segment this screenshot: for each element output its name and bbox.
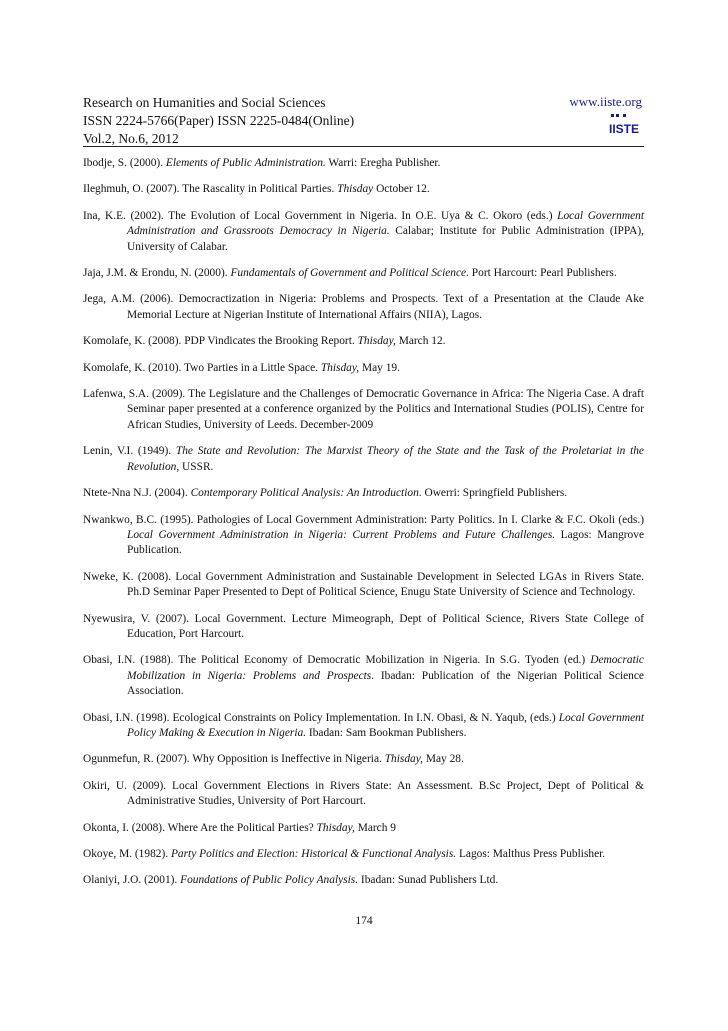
reference-text: Komolafe, K. (2008). PDP Vindicates the Brooking Report.	[83, 335, 358, 348]
reference-entry	[83, 444, 644, 475]
reference-italic-title: Thisday,	[384, 753, 423, 766]
reference-text: Obasi, I.N. (1988). The Political Economy of Democratic Mobilization in Nigeria. In S.G. Tyoden (ed.)	[83, 654, 591, 667]
reference-entry	[83, 486, 644, 501]
reference-text: Nweke, K. (2008). Local Government Administration and Sustainable Development in Selected LGAs in Rivers State. Ph.D Seminar Paper Presented to Dept of Political Science, Enugu State University of Science and Technology.	[83, 570, 644, 599]
reference-text: Jega, A.M. (2006). Democractization in Nigeria: Problems and Prospects. Text of a Presentation at the Claude Ake Memorial Lecture at Nigerian Institute of International Affairs (NIIA), Lagos.	[83, 293, 644, 321]
reference-publisher: Calabar; Institute for Public Administration (IPPA), University of Calabar.	[127, 225, 645, 253]
reference-entry	[83, 779, 644, 810]
reference-entry	[83, 209, 644, 255]
reference-text: Nyewusira, V. (2007). Local Government. Lecture Mimeograph, Dept of Political Science, Rivers State College of Education, Port Harcourt.	[83, 612, 644, 640]
reference-italic-title: Contemporary Political Analysis: An Introduction	[190, 487, 419, 500]
reference-text: Ogunmefun, R. (2007). Why Opposition is Ineffective in Nigeria.	[83, 753, 385, 766]
reference-italic-title: Party Politics and Election: Historical & Functional Analysis.	[170, 848, 457, 860]
issn-line: ISSN 2224-5766(Paper) ISSN 2225-0484(Online)	[83, 113, 355, 128]
reference-publisher: Warri: Eregha Publisher.	[325, 157, 441, 169]
reference-text: Olaniyi, J.O. (2001).	[83, 874, 181, 887]
reference-publisher: March 12.	[395, 335, 446, 348]
reference-publisher: Port Harcourt: Pearl Publishers.	[468, 267, 617, 280]
reference-italic-title: Fundamentals of Government and Political Science.	[230, 267, 469, 280]
reference-publisher: Ibadan: Sam Bookman Publishers.	[306, 726, 467, 739]
reference-entry	[83, 752, 644, 767]
reference-entry	[83, 653, 644, 699]
reference-entry	[83, 612, 644, 643]
iiste-logo-icon	[608, 114, 642, 136]
reference-publisher: . Ibadan: Publication of the Nigerian Political Science Association.	[127, 669, 644, 698]
reference-italic-title: Thisday	[337, 183, 374, 196]
reference-italic-title: Local Government Administration in Nigeria: Current Problems and Future Challenges.	[127, 528, 556, 541]
reference-entry	[83, 570, 644, 601]
reference-text: Lenin, V.I. (1949).	[83, 445, 176, 458]
reference-italic-title: Democratic Mobilization in Nigeria: Problems and Prospects	[127, 654, 644, 682]
reference-italic-title: Thisday,	[357, 335, 396, 348]
header-rule	[83, 146, 644, 147]
reference-italic-title: The State and Revolution: The Marxist Theory of the State and the Task of the Proletariat in the Revolution,	[127, 445, 644, 473]
reference-publisher: May 19.	[359, 361, 400, 374]
reference-italic-title: Thisday,	[320, 361, 360, 374]
volume-line: Vol.2, No.6, 2012	[83, 131, 179, 146]
reference-text: Ileghmuh, O. (2007). The Rascality in Political Parties.	[83, 183, 338, 196]
reference-list	[83, 156, 644, 900]
reference-text: Okiri, U. (2009). Local Government Elections in Rivers State: An Assessment. B.Sc Project, Dept of Political & Administrative Studies, University of Port Harcourt.	[83, 779, 644, 808]
reference-publisher: March 9	[354, 821, 396, 834]
reference-entry	[83, 361, 644, 376]
reference-text: Obasi, I.N. (1998). Ecological Constraints on Policy Implementation. In I.N. Obasi, & N. Yaqub, (eds.)	[83, 711, 559, 724]
reference-italic-title: Foundations of Public Policy Analysis.	[180, 874, 359, 887]
reference-text: Komolafe, K. (2010). Two Parties in a Little Space.	[83, 361, 321, 374]
reference-publisher: Lagos: Malthus Press Publisher.	[456, 848, 606, 860]
reference-italic-title: Thisday,	[316, 821, 355, 834]
reference-italic-title: Elements of Public Administration.	[165, 157, 326, 169]
reference-text: Okoye, M. (1982).	[83, 848, 171, 860]
reference-text: Ina, K.E. (2002). The Evolution of Local Government in Nigeria. In O.E. Uya & C. Okoro (eds.)	[83, 209, 558, 222]
reference-entry	[83, 387, 644, 433]
journal-website-link[interactable]: www.iiste.org	[569, 94, 642, 109]
reference-entry	[83, 873, 644, 888]
reference-entry	[83, 156, 644, 171]
reference-italic-title: Local Government Policy Making & Execution in Nigeria.	[127, 711, 644, 739]
reference-publisher: Lagos: Mangrove Publication.	[127, 528, 645, 557]
reference-entry	[83, 266, 644, 281]
reference-text: Ibodje, S. (2000).	[83, 157, 166, 169]
reference-text: Nwankwo, B.C. (1995). Pathologies of Local Government Administration: Party Politics. In I. Clarke & F.C. Okoli (eds.)	[83, 513, 644, 526]
page-number: 174	[355, 915, 373, 927]
reference-text: Okonta, I. (2008). Where Are the Political Parties?	[83, 821, 317, 834]
reference-entry	[83, 292, 644, 323]
logo-text: IISTE	[609, 122, 640, 136]
reference-publisher: Ibadan: Sunad Publishers Ltd.	[358, 874, 499, 887]
reference-entry	[83, 334, 644, 349]
reference-italic-title: Local Government Administration and Grassroots Democracy in Nigeria.	[127, 209, 644, 238]
reference-text: Jaja, J.M. & Erondu, N. (2000).	[83, 267, 231, 280]
reference-text: Lafenwa, S.A. (2009). The Legislature and the Challenges of Democratic Governance in Africa: The Nigeria Case. A draft Seminar paper presented at a conference organized by the Politics and International Studies (POLIS), Centre for African Studies, University of Leeds. December-2009	[83, 388, 644, 431]
reference-entry	[83, 182, 644, 197]
reference-entry	[83, 847, 644, 862]
reference-entry	[83, 513, 644, 559]
reference-publisher: USSR.	[179, 460, 214, 473]
page-header	[83, 94, 644, 148]
reference-text: Ntete-Nna N.J. (2004).	[83, 487, 191, 500]
reference-publisher: May 28.	[423, 753, 464, 766]
reference-publisher: October 12.	[373, 183, 430, 196]
reference-publisher: . Owerri: Springfield Publishers.	[418, 487, 568, 500]
reference-entry	[83, 821, 644, 836]
journal-title: Research on Humanities and Social Sciences	[83, 95, 326, 110]
reference-entry	[83, 711, 644, 742]
